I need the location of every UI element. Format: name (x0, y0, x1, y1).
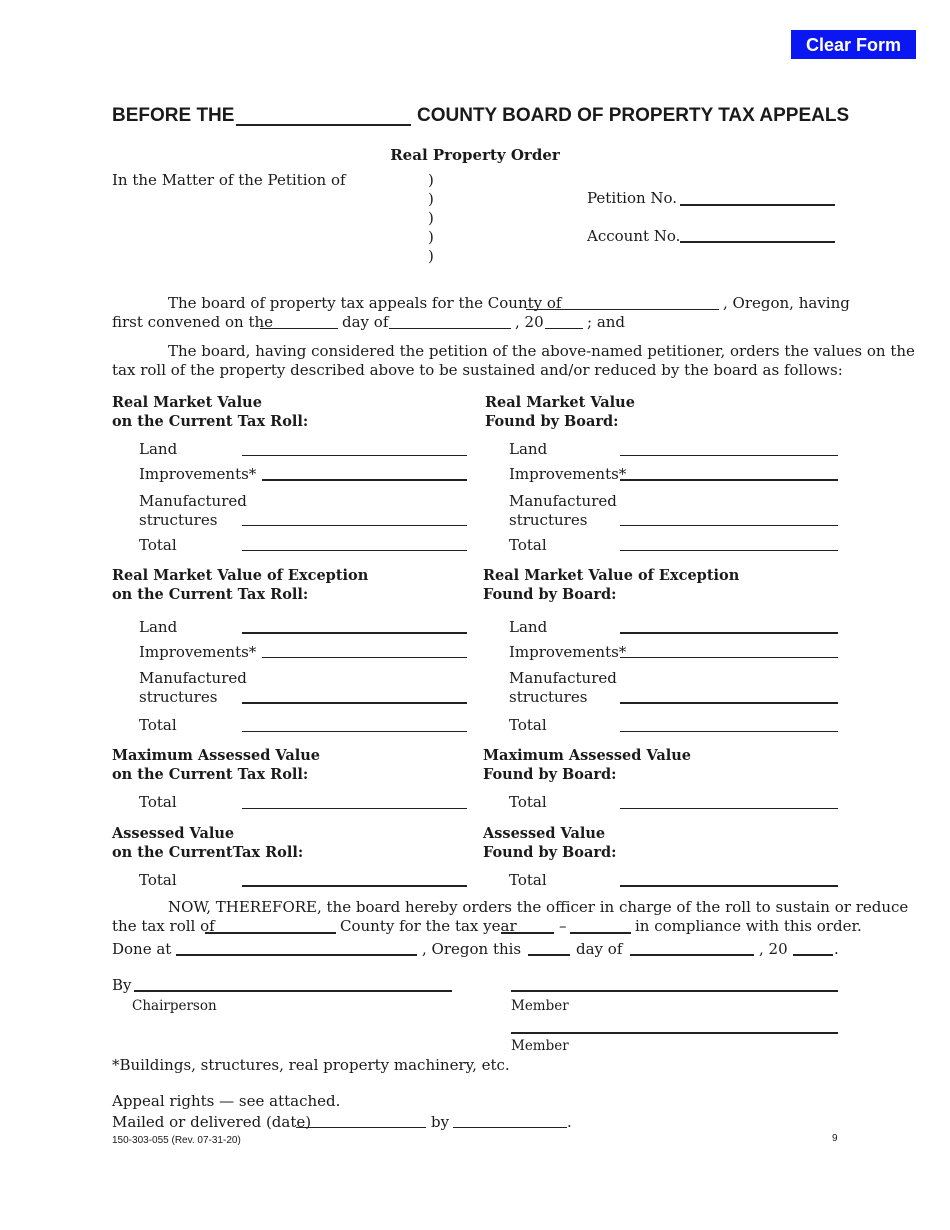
total-label: Total (139, 716, 177, 734)
order-text: day of (576, 940, 623, 958)
convened-month-field[interactable] (389, 328, 511, 329)
header-before: BEFORE THE (112, 105, 235, 126)
para1-text: The board of property tax appeals for the County of (168, 294, 562, 312)
total-label: Total (139, 536, 177, 554)
section-heading: Assessed Value (112, 825, 235, 842)
section-heading: Maximum Assessed Value (483, 747, 692, 764)
done-month-field[interactable] (630, 954, 754, 956)
section-heading: Real Market Value of Exception (483, 567, 740, 584)
footnote: *Buildings, structures, real property machinery, etc. (112, 1056, 510, 1074)
order-text: . (834, 940, 839, 958)
tax-year-end-field[interactable] (570, 932, 631, 934)
mailed-label: Mailed or delivered (date) (112, 1113, 312, 1131)
appeal-rights: Appeal rights — see attached. (112, 1092, 341, 1110)
section-heading: on the CurrentTax Roll: (112, 844, 304, 861)
total-label: Total (509, 871, 547, 889)
improvements-label: Improvements* (139, 465, 257, 483)
rmv-board-total-field[interactable] (620, 550, 838, 551)
member-label: Member (511, 998, 569, 1014)
section-heading: on the Current Tax Roll: (112, 413, 309, 430)
tax-roll-county-field[interactable] (205, 932, 336, 934)
structures-label: structures (509, 511, 588, 529)
land-label: Land (509, 440, 548, 458)
chairperson-label: Chairperson (132, 998, 217, 1014)
petition-matter-label: In the Matter of the Petition of (112, 171, 346, 189)
paren: ) (428, 190, 434, 208)
exc-board-total-field[interactable] (620, 731, 838, 732)
paren: ) (428, 209, 434, 227)
exc-board-land-field[interactable] (620, 632, 838, 634)
order-text: Done at (112, 940, 172, 958)
section-heading: on the Current Tax Roll: (112, 766, 309, 783)
order-text: County for the tax year (340, 917, 517, 935)
section-heading: Maximum Assessed Value (112, 747, 321, 764)
rmv-board-improvements-field[interactable] (620, 479, 838, 481)
manufactured-label: Manufactured (139, 492, 247, 510)
total-label: Total (139, 793, 177, 811)
section-heading: Assessed Value (483, 825, 606, 842)
total-label: Total (509, 716, 547, 734)
header-title: COUNTY BOARD OF PROPERTY TAX APPEALS (417, 105, 850, 126)
exc-current-improvements-field[interactable] (262, 657, 467, 658)
order-text: – (559, 917, 567, 935)
section-heading: Found by Board: (483, 844, 617, 861)
paren: ) (428, 247, 434, 265)
section-heading: on the Current Tax Roll: (112, 586, 309, 603)
mailed-date-field[interactable] (296, 1127, 426, 1128)
done-at-field[interactable] (176, 954, 417, 956)
clear-form-button[interactable]: Clear Form (791, 30, 916, 59)
exc-board-improvements-field[interactable] (620, 657, 838, 658)
account-no-label: Account No. (587, 227, 681, 245)
page-number: 9 (832, 1133, 838, 1144)
paren: ) (428, 228, 434, 246)
mav-current-total-field[interactable] (242, 808, 467, 809)
done-day-field[interactable] (528, 954, 570, 956)
paren: ) (428, 171, 434, 189)
order-text: , Oregon this (422, 940, 522, 958)
total-label: Total (509, 793, 547, 811)
section-heading: Real Market Value (112, 394, 262, 411)
account-no-field[interactable] (680, 241, 835, 243)
mailed-by-label: by (431, 1113, 450, 1131)
manufactured-label: Manufactured (509, 669, 617, 687)
member-signature-line-2[interactable] (511, 1032, 838, 1034)
order-text: NOW, THEREFORE, the board hereby orders the officer in charge of the roll to sustain or reduce (168, 898, 909, 916)
tax-year-start-field[interactable] (501, 932, 554, 934)
petition-no-field[interactable] (680, 204, 835, 206)
section-heading: Real Market Value of Exception (112, 567, 369, 584)
exc-current-total-field[interactable] (242, 731, 467, 732)
order-text: the tax roll of (112, 917, 215, 935)
petition-no-label: Petition No. (587, 189, 678, 207)
mailed-end: . (567, 1113, 572, 1131)
member-signature-line-1[interactable] (511, 990, 838, 992)
by-label: By (112, 976, 132, 994)
rmv-current-land-field[interactable] (242, 455, 467, 456)
county-field[interactable] (526, 309, 719, 310)
member-label: Member (511, 1038, 569, 1054)
para1-text: , Oregon, having (723, 294, 850, 312)
convened-year-field[interactable] (545, 328, 583, 329)
structures-label: structures (139, 688, 218, 706)
county-name-field[interactable] (236, 124, 411, 126)
av-board-total-field[interactable] (620, 885, 838, 887)
land-label: Land (509, 618, 548, 636)
improvements-label: Improvements* (139, 643, 257, 661)
rmv-current-total-field[interactable] (242, 550, 467, 551)
structures-label: structures (509, 688, 588, 706)
section-heading: Real Market Value (485, 394, 635, 411)
manufactured-label: Manufactured (509, 492, 617, 510)
improvements-label: Improvements* (509, 465, 627, 483)
chairperson-signature-line[interactable] (134, 990, 452, 992)
para2-line1: The board, having considered the petition of the above-named petitioner, orders the values on the (168, 342, 915, 360)
exc-current-land-field[interactable] (242, 632, 467, 634)
section-heading: Found by Board: (483, 586, 617, 603)
para2-line2: tax roll of the property described above to be sustained and/or reduced by the board as follows: (112, 361, 843, 379)
structures-label: structures (139, 511, 218, 529)
para1-text: ; and (587, 313, 626, 331)
rmv-current-manufactured-field[interactable] (242, 525, 467, 526)
improvements-label: Improvements* (509, 643, 627, 661)
exc-current-manufactured-field[interactable] (242, 702, 467, 704)
section-heading: Found by Board: (485, 413, 619, 430)
land-label: Land (139, 440, 178, 458)
form-number: 150-303-055 (Rev. 07-31-20) (112, 1135, 241, 1146)
land-label: Land (139, 618, 178, 636)
total-label: Total (509, 536, 547, 554)
rmv-current-improvements-field[interactable] (262, 479, 467, 481)
order-text: in compliance with this order. (635, 917, 862, 935)
rmv-board-land-field[interactable] (620, 455, 838, 456)
convened-day-field[interactable] (260, 328, 338, 329)
mailed-by-field[interactable] (453, 1127, 567, 1128)
mav-board-total-field[interactable] (620, 808, 838, 809)
page-subtitle: Real Property Order (390, 146, 560, 164)
para1-text: day of (342, 313, 389, 331)
total-label: Total (139, 871, 177, 889)
exc-board-manufactured-field[interactable] (620, 702, 838, 704)
section-heading: Found by Board: (483, 766, 617, 783)
para1-text: first convened on the (112, 313, 274, 331)
av-current-total-field[interactable] (242, 885, 467, 887)
manufactured-label: Manufactured (139, 669, 247, 687)
rmv-board-manufactured-field[interactable] (620, 525, 838, 526)
para1-text: , 20 (515, 313, 544, 331)
order-text: , 20 (759, 940, 788, 958)
done-year-field[interactable] (793, 954, 833, 956)
